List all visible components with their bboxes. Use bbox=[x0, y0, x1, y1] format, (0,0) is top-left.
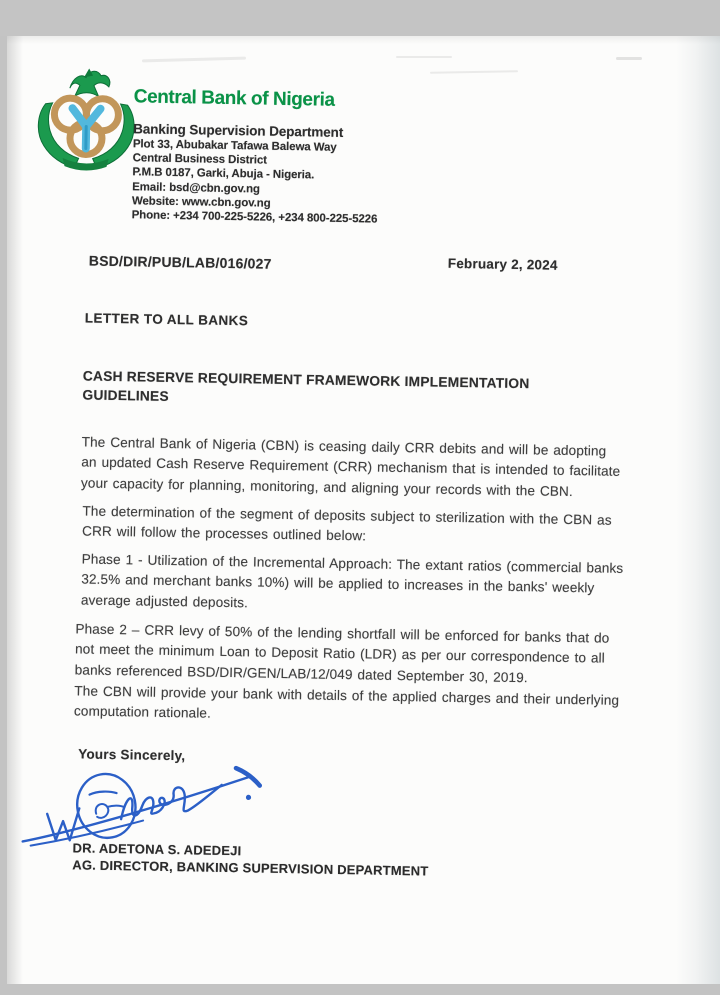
letter-date: February 2, 2024 bbox=[447, 255, 558, 273]
body-paragraph-1: The Central Bank of Nigeria (CBN) is ceasing daily CRR debits and will be adopting an updated Cash Reserve Requirement (CRR) mechanism that is intended to facilitate your capacity for planning, monitoring, and aligning your records with the CBN. bbox=[80, 434, 621, 499]
subject-heading: CASH RESERVE REQUIREMENT FRAMEWORK IMPLEMENTATION GUIDELINES bbox=[82, 368, 530, 404]
addressee-line: LETTER TO ALL BANKS bbox=[84, 310, 249, 329]
closing-line: Yours Sincerely, bbox=[78, 746, 186, 764]
signatory-name: DR. ADETONA S. ADEDEJI bbox=[72, 840, 242, 859]
department-name: Banking Supervision Department bbox=[133, 121, 344, 140]
letterhead-address: Plot 33, Abubakar Tafawa Balewa Way Central Business District P.M.B 0187, Garki, Abuja - Nigeria. Email: bsd@cbn.gov.ng Website: www.cbn.gov.ng Phone: +234 700-225-5226, +234 800-225-5226 bbox=[131, 138, 378, 226]
body-paragraph-phase-1: Phase 1 - Utilization of the Incremental Approach: The extant ratios (commercial banks 32.5% and merchant banks 10%) will be applied to increases in the banks' weekly average adjusted deposits. bbox=[80, 551, 624, 610]
body-paragraph-5: The CBN will provide your bank with details of the applied charges and their underlying computation rationale. bbox=[73, 683, 620, 722]
signatory-role: AG. DIRECTOR, BANKING SUPERVISION DEPARTMENT bbox=[72, 857, 429, 879]
body-paragraph-2: The determination of the segment of deposits subject to sterilization with the CBN as CRR will follow the processes outlined below: bbox=[81, 503, 612, 544]
signature-ink-icon bbox=[19, 759, 278, 851]
body-paragraph-phase-2: Phase 2 – CRR levy of 50% of the lending shortfall will be enforced for banks that do not meet the minimum Loan to Deposit Ratio (LDR) as per our correspondence to all banks referenced BSD/DIR/GEN/LAB/12/049 dated September 30, 2019. bbox=[74, 621, 610, 685]
cbn-logo-icon bbox=[32, 64, 140, 180]
reference-number: BSD/DIR/PUB/LAB/016/027 bbox=[88, 252, 272, 272]
bank-name: Central Bank of Nigeria bbox=[133, 86, 335, 111]
